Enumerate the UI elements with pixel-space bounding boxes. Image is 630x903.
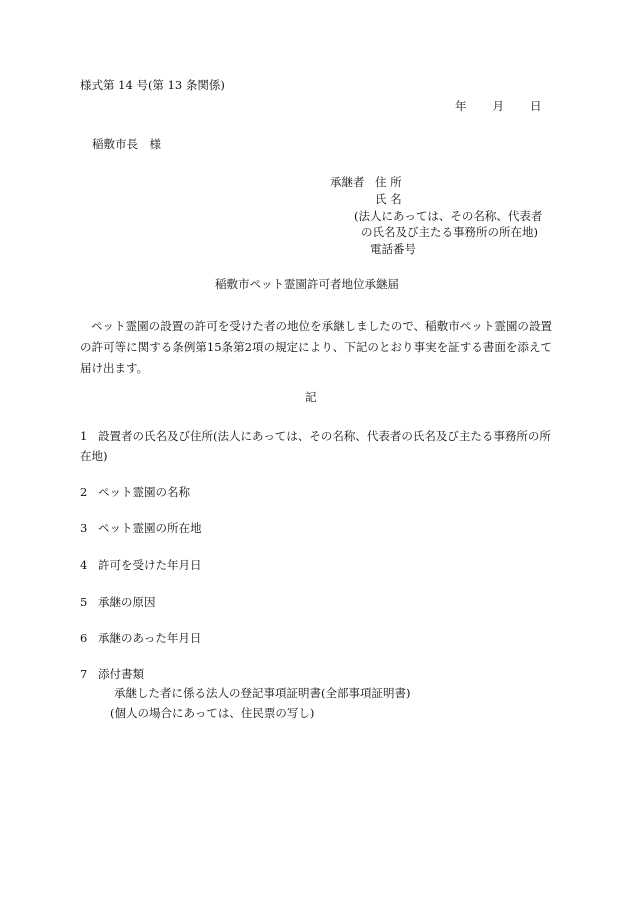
item-text: 承継のあった年月日 [98,631,202,645]
applicant-note-line1: (法人にあっては、その名称、代表者 [354,209,543,223]
item-text: ペット霊園の名称 [98,485,190,499]
ki-heading: 記 [305,390,317,404]
applicant-address-label: 住 所 [375,175,402,189]
item-number: 6 [80,631,88,645]
item-text: 許可を受けた年月日 [98,558,202,572]
attachment-line2: (個人の場合にあっては、住民票の写し) [110,706,315,720]
applicant-heading: 承継者 [330,175,365,189]
item-6 [80,628,552,648]
applicant-note-line2: の氏名及び主たる事務所の所在地) [361,225,538,239]
item-1 [80,426,552,466]
item-4 [80,555,552,575]
attachment-line1: 承継した者に係る法人の登記事項証明書(全部事項証明書) [114,686,411,700]
item-3 [80,518,552,538]
item-text: 設置者の氏名及び住所(法人にあっては、その名称、代表者の氏名及び主たる事務所の所在地) [80,429,551,463]
item-number: 3 [80,521,88,535]
date-month: 月 [492,99,504,113]
item-number: 4 [80,558,88,572]
item-2 [80,482,552,502]
date-year: 年 [455,99,467,113]
item-number: 1 [80,429,88,443]
item-7 [80,664,552,684]
document-title: 稲敷市ペット霊園許可者地位承継届 [215,277,399,291]
item-number: 2 [80,485,88,499]
applicant-phone-label: 電話番号 [370,242,416,256]
item-text: 添付書類 [98,667,144,681]
item-number: 5 [80,595,88,609]
addressee: 稲敷市長 様 [92,137,161,151]
item-text: 承継の原因 [98,595,156,609]
form-number: 様式第 14 号(第 13 条関係) [80,78,225,92]
item-5 [80,592,552,612]
item-number: 7 [80,667,88,681]
body-paragraph: ペット霊園の設置の許可を受けた者の地位を承継しましたので、稲敷市ペット霊園の設置の許可等に関する条例第15条第2項の規定により、下記のとおり事実を証する書面を添えて届け出ます。 [80,319,552,375]
item-text: ペット霊園の所在地 [98,521,202,535]
date-line [455,101,542,113]
date-day: 日 [530,99,542,113]
applicant-name-label: 氏 名 [375,192,402,206]
